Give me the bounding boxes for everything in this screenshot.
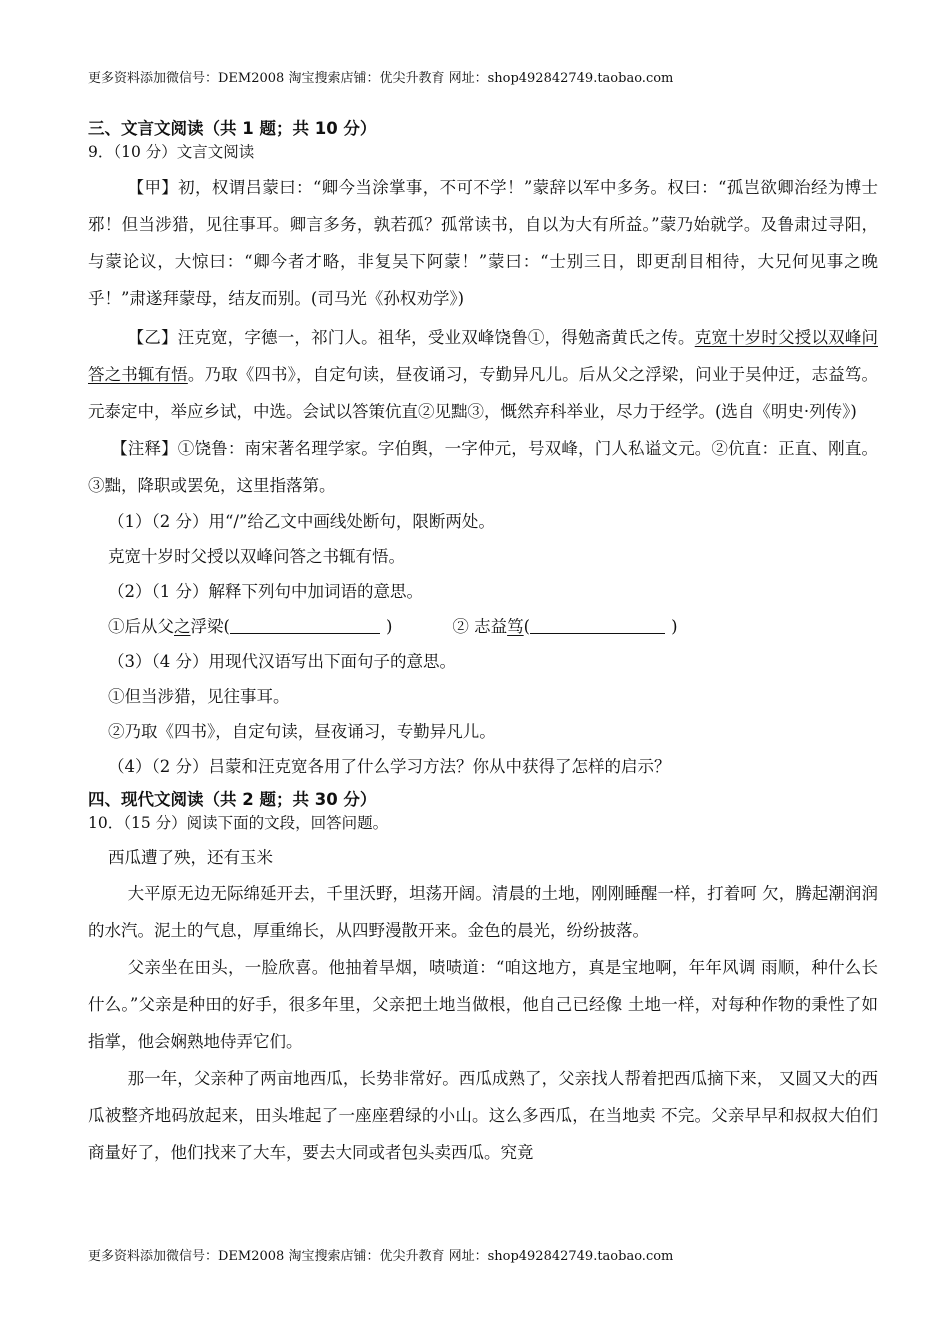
- sub-question-4: （4）（2 分）吕蒙和汪克宽各用了什么学习方法？你从中获得了怎样的启示？: [108, 757, 671, 776]
- item-b-close: ): [671, 617, 678, 636]
- passage-jia: 【甲】初，权谓吕蒙曰：“卿今当涂掌事，不可不学！”蒙辞以军中多务。权曰：“孤岂欲卿治经为博士邪！但当涉猎，见往事耳。卿言多务，孰若孤？孤常读书，自以为大有所益。”蒙乃始就学。及鲁肃过寻阳，与蒙论议，大惊曰：“卿今者才略，非复吴下阿蒙！”蒙曰：“士别三日，即更刮目相待，大兄何见事之晚乎！”肃遂拜蒙母，结友而别。(司马光《孙权劝学》): [88, 178, 878, 308]
- story-title: 西瓜遭了殃，还有玉米: [108, 848, 273, 867]
- section-3-title: 三、文言文阅读（共 1 题；共 10 分）: [88, 119, 377, 138]
- item-a-prefix: ①后从父: [108, 617, 174, 636]
- story-paragraph-3: 那一年，父亲种了两亩地西瓜，长势非常好。西瓜成熟了，父亲找人帮着把西瓜摘下来， 又圆又大的西瓜被整齐地码放起来，田头堆起了一座座碧绿的小山。这么多西瓜，在当地卖 不完。父亲早早和叔叔大伯们商量好了，他们找来了大车，要去大同或者包头卖西瓜。究竟: [88, 1069, 878, 1162]
- document-body: [88, 113, 878, 1171]
- answer-blank-a[interactable]: [230, 616, 380, 634]
- passage-yi: [88, 319, 878, 430]
- item-a-open: 浮梁(: [190, 617, 230, 636]
- item-b-prefix: ② 志益: [452, 617, 508, 636]
- story-paragraph-1: 大平原无边无际绵延开去，千里沃野，坦荡开阔。清晨的土地，刚刚睡醒一样，打着呵 欠，腾起潮润润的水汽。泥土的气息，厚重绵长，从四野漫散开来。金色的晨光，纷纷披落。: [88, 884, 878, 940]
- question-10-heading: 10．（15 分）阅读下面的文段，回答问题。: [88, 814, 389, 832]
- item-a-word: 之: [174, 617, 191, 636]
- passage-yi-start: 【乙】汪克宽，字德一，祁门人。祖华，受业双峰饶鲁①，得勉斋黄氏之传。: [127, 328, 695, 347]
- item-b-word: 笃: [507, 617, 524, 636]
- sub-question-2-items: [88, 609, 878, 644]
- passage-yi-rest: 。乃取《四书》，自定句读，昼夜诵习，专勤异凡儿。后从父之浮梁，问业于吴仲迂，志益笃。元泰定中，举应乡试，中选。会试以答策伉直②见黜③，慨然弃科举业，尽力于经学。(选自《明史·列传》): [88, 365, 879, 421]
- sub-question-1-sentence: 克宽十岁时父授以双峰问答之书辄有悟。: [108, 547, 405, 566]
- page-footer: 更多资料添加微信号：DEM2008 淘宝搜索店铺：优尖升教育 网址：shop492842749.taobao.com: [88, 1249, 674, 1264]
- answer-blank-b[interactable]: [530, 616, 665, 634]
- page-header: 更多资料添加微信号：DEM2008 淘宝搜索店铺：优尖升教育 网址：shop492842749.taobao.com: [88, 71, 674, 86]
- section-4-title: 四、现代文阅读（共 2 题；共 30 分）: [88, 790, 377, 809]
- annotation: 【注释】①饶鲁：南宋著名理学家。字伯舆，一字仲元，号双峰，门人私谥文元。②伉直：正直、刚直。③黜，降职或罢免，这里指落第。: [88, 439, 878, 495]
- sub-question-3-b: ②乃取《四书》，自定句读，昼夜诵习，专勤异凡儿。: [108, 722, 496, 741]
- story-paragraph-2: 父亲坐在田头，一脸欣喜。他抽着旱烟，啧啧道：“咱这地方，真是宝地啊，年年风调 雨顺，种什么长什么。”父亲是种田的好手，很多年里，父亲把土地当做根，他自己已经像 土地一样，对每种作物的秉性了如指掌，他会娴熟地侍弄它们。: [88, 958, 878, 1051]
- sub-question-2: （2）（1 分）解释下列句中加词语的意思。: [108, 582, 423, 601]
- passage-yi-underlined: 克宽十岁时父授以双峰问答之书辄有悟: [88, 328, 878, 384]
- item-a-close: ): [385, 617, 393, 636]
- question-9-heading: 9．（10 分）文言文阅读: [88, 143, 255, 161]
- sub-question-1: （1）（2 分）用“/”给乙文中画线处断句，限断两处。: [108, 512, 495, 531]
- sub-question-3-a: ①但当涉猎，见往事耳。: [108, 687, 290, 706]
- item-b-open: (: [523, 617, 531, 636]
- sub-question-3: （3）（4 分）用现代汉语写出下面句子的意思。: [108, 652, 456, 671]
